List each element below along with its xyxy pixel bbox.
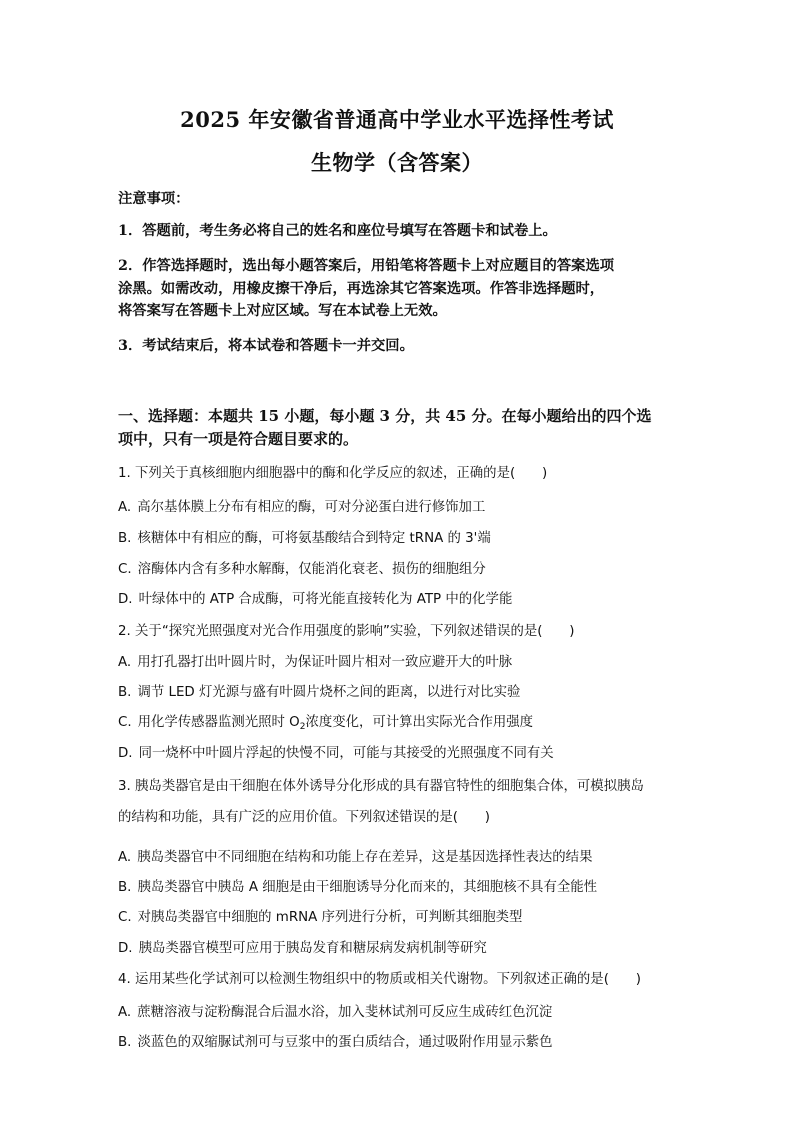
question-1-option-b bbox=[118, 530, 491, 548]
option-key: B. bbox=[118, 1035, 132, 1050]
option-key: D. bbox=[118, 941, 133, 956]
option-text: 调节 LED 灯光源与盛有叶圆片烧杯之间的距离，以进行对比实验 bbox=[137, 685, 521, 700]
option-text: 胰岛类器官模型可应用于胰岛发育和糖尿病发病机制等研究 bbox=[138, 941, 487, 956]
question-4-option-a bbox=[118, 1004, 552, 1022]
question-2-option-a bbox=[118, 654, 512, 672]
option-key: A. bbox=[118, 655, 132, 670]
question-3-stem-line-1: 3. 胰岛类器官是由干细胞在体外诱导分化形成的具有器官特性的细胞集合体，可模拟胰岛 bbox=[118, 779, 644, 794]
question-2-option-c bbox=[118, 714, 533, 732]
question-3-option-a bbox=[118, 849, 592, 867]
option-text: 叶绿体中的 ATP 合成酶，可将光能直接转化为 ATP 中的化学能 bbox=[138, 592, 513, 607]
option-text: 蔗糖溶液与淀粉酶混合后温水浴，加入斐林试剂可反应生成砖红色沉淀 bbox=[137, 1005, 553, 1020]
exam-title: 2025 年安徽省普通高中学业水平选择性考试 bbox=[180, 107, 614, 132]
question-3-option-c bbox=[118, 909, 522, 927]
question-4-stem: 4. 运用某些化学试剂可以检测生物组织中的物质或相关代谢物。下列叙述正确的是( ) bbox=[118, 972, 641, 987]
option-text-post: 浓度变化，可计算出实际光合作用强度 bbox=[305, 715, 534, 730]
notes-item-2-line-3: 将答案写在答题卡上对应区域。写在本试卷上无效。 bbox=[118, 303, 447, 319]
question-4-option-b bbox=[118, 1034, 553, 1052]
option-text: 同一烧杯中叶圆片浮起的快慢不同，可能与其接受的光照强度不同有关 bbox=[138, 746, 554, 761]
section-heading-line-2: 项中，只有一项是符合题目要求的。 bbox=[118, 430, 359, 448]
question-1-option-d bbox=[118, 591, 512, 609]
exam-subtitle: 生物学（含答案） bbox=[311, 150, 483, 175]
option-key: D. bbox=[118, 592, 133, 607]
subscript: 2 bbox=[299, 722, 306, 732]
notes-item-1: 1．答题前，考生务必将自己的姓名和座位号填写在答题卡和试卷上。 bbox=[118, 223, 557, 239]
question-2-option-b bbox=[118, 684, 520, 702]
option-text: 胰岛类器官中不同细胞在结构和功能上存在差异，这是基因选择性表达的结果 bbox=[137, 850, 593, 865]
option-key: D. bbox=[118, 746, 133, 761]
option-key: C. bbox=[118, 562, 132, 577]
notes-item-2-line-1: 2．作答选择题时，选出每小题答案后，用铅笔将答题卡上对应题目的答案选项 bbox=[118, 258, 615, 274]
option-text: 溶酶体内含有多种水解酶，仅能消化衰老、损伤的细胞组分 bbox=[137, 562, 486, 577]
option-text-pre: 用化学传感器监测光照时 O bbox=[137, 715, 300, 730]
option-text: 对胰岛类器官中细胞的 mRNA 序列进行分析，可判断其细胞类型 bbox=[137, 910, 523, 925]
option-key: B. bbox=[118, 685, 132, 700]
option-text: 胰岛类器官中胰岛 A 细胞是由干细胞诱导分化而来的，其细胞核不具有全能性 bbox=[137, 880, 598, 895]
option-text: 用打孔器打出叶圆片时，为保证叶圆片相对一致应避开大的叶脉 bbox=[137, 655, 513, 670]
question-3-stem-line-2: 的结构和功能，具有广泛的应用价值。下列叙述错误的是( ) bbox=[118, 810, 490, 825]
question-2-stem: 2. 关于“探究光照强度对光合作用强度的影响”实验，下列叙述错误的是( ) bbox=[118, 624, 575, 639]
option-key: B. bbox=[118, 880, 132, 895]
option-text: 淡蓝色的双缩脲试剂可与豆浆中的蛋白质结合，通过吸附作用显示紫色 bbox=[137, 1035, 553, 1050]
question-1-option-a bbox=[118, 499, 485, 517]
notes-item-3: 3．考试结束后，将本试卷和答题卡一并交回。 bbox=[118, 338, 414, 354]
section-heading-line-1: 一、选择题：本题共 15 小题，每小题 3 分，共 45 分。在每小题给出的四个选 bbox=[118, 407, 652, 425]
question-1-option-c bbox=[118, 561, 486, 579]
option-key: A. bbox=[118, 850, 132, 865]
question-2-option-d bbox=[118, 745, 554, 763]
question-3-option-b bbox=[118, 879, 597, 897]
option-key: B. bbox=[118, 531, 132, 546]
notes-heading: 注意事项： bbox=[118, 191, 190, 207]
question-3-option-d bbox=[118, 940, 487, 958]
option-key: A. bbox=[118, 1005, 132, 1020]
option-text: 核糖体中有相应的酶，可将氨基酸结合到特定 tRNA 的 3'端 bbox=[137, 531, 491, 546]
question-1-stem: 1. 下列关于真核细胞内细胞器中的酶和化学反应的叙述，正确的是( ) bbox=[118, 466, 548, 481]
notes-item-2-line-2: 涂黑。如需改动，用橡皮擦干净后，再选涂其它答案选项。作答非选择题时， bbox=[118, 281, 605, 297]
option-key: C. bbox=[118, 910, 132, 925]
option-key: A. bbox=[118, 500, 132, 515]
option-key: C. bbox=[118, 715, 132, 730]
option-text: 高尔基体膜上分布有相应的酶，可对分泌蛋白进行修饰加工 bbox=[137, 500, 486, 515]
